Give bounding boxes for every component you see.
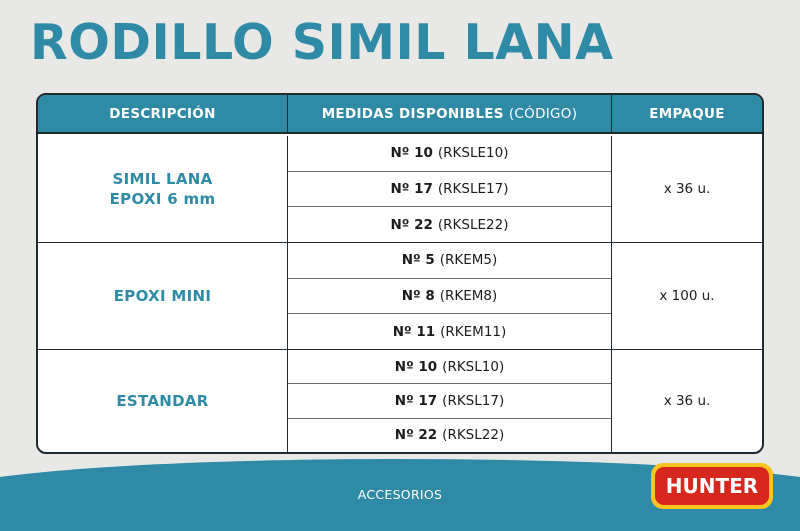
group-sizes — [288, 350, 612, 452]
size-number: Nº 5 — [401, 252, 435, 269]
size-code: (RKEM5) — [439, 252, 498, 269]
size-number: Nº 11 — [392, 323, 436, 340]
table-row-group — [38, 243, 762, 350]
table-row-group — [38, 350, 762, 452]
size-number: Nº 10 — [394, 358, 438, 375]
size-row — [288, 419, 611, 452]
group-description-line1: EPOXI MINI — [113, 287, 212, 305]
table-header — [38, 95, 762, 134]
size-number: Nº 17 — [390, 181, 433, 197]
header-sizes-label: MEDIDAS DISPONIBLES — [321, 105, 504, 122]
size-code: (RKEM11) — [440, 323, 507, 340]
size-row — [288, 243, 611, 279]
size-number: Nº 10 — [390, 145, 433, 162]
group-packaging: x 36 u. — [663, 181, 711, 197]
size-number: Nº 22 — [394, 427, 438, 444]
group-packaging: x 36 u. — [663, 393, 711, 409]
group-description-line1: SIMIL LANA — [112, 170, 213, 188]
table-row-group — [38, 136, 762, 243]
size-number: Nº 17 — [394, 392, 438, 409]
size-row — [288, 350, 611, 384]
group-description — [38, 136, 288, 242]
size-row — [288, 384, 611, 418]
header-sizes — [288, 95, 612, 132]
size-code: (RKSL22) — [442, 427, 505, 444]
header-sizes-code-label: (CÓDIGO) — [508, 105, 578, 122]
size-row — [288, 279, 611, 315]
header-description: DESCRIPCIÓN — [38, 95, 288, 132]
group-description-line2: EPOXI 6 mm — [109, 190, 216, 208]
size-code: (RKSLE17) — [437, 181, 509, 197]
size-row — [288, 314, 611, 349]
header-packaging: EMPAQUE — [649, 105, 725, 122]
size-code: (RKSL10) — [442, 358, 505, 375]
size-number: Nº 8 — [401, 288, 435, 304]
page-title: RODILLO SIMIL LANA — [30, 14, 614, 71]
size-code: (RKSLE22) — [437, 216, 509, 233]
group-packaging: x 100 u. — [659, 288, 715, 304]
product-table — [36, 93, 764, 454]
hunter-logo — [650, 462, 774, 510]
footer-label: ACCESORIOS — [357, 487, 443, 502]
size-code: (RKSLE10) — [437, 145, 509, 162]
size-number: Nº 22 — [390, 216, 433, 233]
size-code: (RKEM8) — [439, 288, 498, 304]
group-sizes — [288, 136, 612, 242]
size-row — [288, 172, 611, 208]
group-sizes — [288, 243, 612, 349]
group-description-line1: ESTANDAR — [116, 392, 209, 410]
group-description — [38, 243, 288, 349]
size-row — [288, 207, 611, 242]
group-description — [38, 350, 288, 452]
size-row — [288, 136, 611, 172]
logo-text: HUNTER — [665, 474, 759, 498]
size-code: (RKSL17) — [442, 392, 505, 409]
